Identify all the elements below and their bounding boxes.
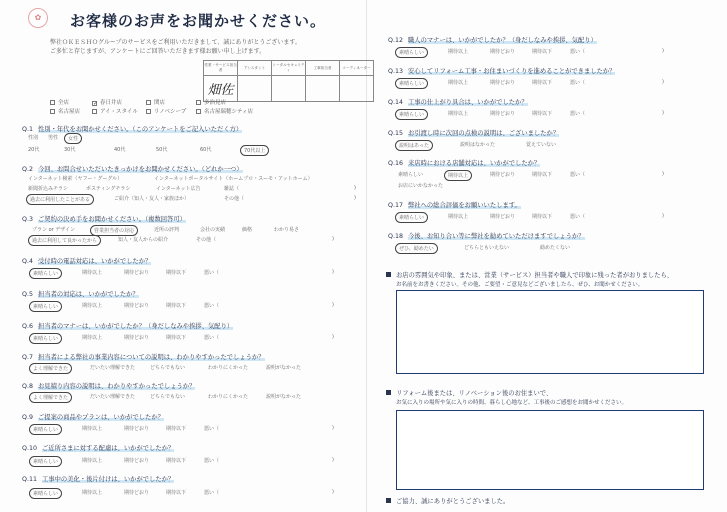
question-q16: Q.16 来店時における店舗対応は、いかがでしたか？ [388,160,541,167]
q14-options [398,110,718,120]
rating-option[interactable]: 期待以下 [166,490,187,496]
comment-prompt: お店の雰囲気や印象、または、営業（サービス）担当者や職人で印象に残った者がおりましたら、 [386,270,673,279]
recommend-option-selected[interactable]: ぜひ、勧めたい [395,243,438,254]
bullet-square-icon [386,272,391,277]
q2-option[interactable]: 雑誌（ [224,186,240,192]
rating-option[interactable]: 期待以下 [166,303,187,309]
understand-option-selected[interactable]: よく理解できた [29,363,72,374]
rating-option[interactable]: 悪い（ [570,49,586,55]
question-q17: Q.17 弊社への総合評価をお願いいたします。 [388,202,521,209]
question-q6: Q.6 担当者のマナーは、いかがでしたか？（身だしなみや挨拶、気配り） [22,323,234,330]
rating-option[interactable]: 期待どおり [124,426,150,432]
staff-table [203,60,374,102]
bullet-square-icon [386,498,391,503]
q3-option[interactable]: 会社の実績 [200,227,226,233]
rating-option[interactable]: 期待以下 [166,270,187,276]
paren-close: ) [354,185,356,191]
q11-options [32,489,352,499]
question-q14: Q.14 工事の仕上がり具合は、いかがでしたか？ [388,99,528,106]
paren-close: ) [332,236,334,242]
store-checkbox[interactable]: アイ・スタイル [92,107,138,115]
staff-signature: 畑佐 [207,83,234,98]
q2-option[interactable]: その他（ [224,196,245,202]
question-q5: Q.5 担当者の対応は、いかがでしたか？ [22,291,139,298]
rating-option[interactable]: 悪い（ [204,458,220,464]
rating-option[interactable]: 期待以下 [532,49,553,55]
thank-you-footer: ご協力、誠にありがとうございました。 [386,496,509,505]
staff-header: トータルセキュリティ [272,61,306,76]
rating-option[interactable]: 悪い（ [570,111,586,117]
store-checkbox[interactable]: 多治見店 [196,98,226,106]
rating-option[interactable]: 期待どおり [490,172,516,178]
paren-close: ) [332,457,334,463]
paren-close: ) [662,110,664,116]
rating-option[interactable]: 悪い（ [570,214,586,220]
rating-option[interactable]: 期待以下 [166,335,187,341]
q3-option[interactable]: プラン or デザイン [32,227,75,233]
staff-signature-cell[interactable] [238,76,272,102]
paren-close: ) [662,213,664,219]
q1-option[interactable]: 60代 [200,147,212,153]
understand-option[interactable]: 説明がなかった [266,394,302,400]
store-checkbox[interactable]: 全店 [50,98,69,106]
q3-option-selected[interactable]: 営業担当者の対応 [90,225,138,236]
rating-option[interactable]: 期待以下 [532,111,553,117]
q2-option[interactable]: インターネットポータルサイト（ホームプロ・スーモ・アットホーム） [154,176,313,182]
paren-close: ) [332,489,334,495]
understand-option[interactable]: どちらでもない [150,365,185,371]
q3-option[interactable]: 価格 [242,227,253,233]
intro-line-1: 弊社ＯＫＥＳＨＯグループのサービスをご利用いただきまして、誠にありがとうございます。 [50,39,301,46]
rating-option[interactable]: 悪い（ [204,270,220,276]
store-checkbox[interactable]: 名古屋瑞穂シティ店 [196,107,253,115]
rating-option-selected[interactable]: 素晴らしい [29,268,62,279]
q1-option-selected[interactable]: 女性 [64,133,82,144]
rating-option[interactable]: 素晴らしい [398,172,424,178]
question-q18: Q.18 今後、お知り合い等に弊社を勧めていただけますでしょうか？ [388,233,585,240]
q2-options [28,175,358,205]
question-q1: Q.1 性別・年代をお聞かせください。（このアンケートをご記入いただく方） [22,126,243,133]
rating-option-selected[interactable]: 素晴らしい [29,301,62,312]
q9-options [32,425,352,435]
impression-textarea[interactable] [396,410,704,490]
rating-option-selected[interactable]: 素晴らしい [29,488,62,499]
question-q3: Q.3 ご契約の決め手をお聞かせください。（複数回答可） [22,216,186,223]
paren-close: ) [332,302,334,308]
understand-option[interactable]: どちらでもない [150,394,185,400]
recommend-option[interactable]: どちらともいえない [464,245,510,251]
staff-header: コーディネーター [340,61,374,76]
rating-option[interactable]: 悪い（ [570,80,586,86]
rating-option-selected[interactable]: 素晴らしい [29,424,62,435]
rating-option-selected[interactable]: 素晴らしい [29,333,62,344]
understand-option[interactable]: わかりにくかった [208,365,249,371]
rating-option[interactable]: 期待以上 [82,303,103,309]
explain-option[interactable]: 説明はなかった [460,142,496,148]
q1-option[interactable]: 40代 [114,147,126,153]
rating-option[interactable]: 期待以上 [448,111,469,117]
gender-label: 性別 [28,135,39,141]
store-checkbox[interactable]: リノベシープ [146,107,186,115]
staff-header: アシスタント [238,61,272,76]
question-q10: Q.10 ご近所さまに対する配慮は、いかがでしたか？ [22,445,175,452]
rating-option-selected[interactable]: 期待以上 [444,170,472,181]
intro-line-2: ご多忙と存じますが、アンケートにご回答いただきます様お願い申し上げます。 [50,48,266,55]
paren-close: ) [332,425,334,431]
rating-option[interactable]: 期待どおり [124,490,150,496]
q18-options [398,244,718,254]
rating-option-selected[interactable]: 素晴らしい [395,78,428,89]
rating-option[interactable]: 期待以上 [82,270,103,276]
staff-signature-cell[interactable] [306,76,340,102]
q2-option-selected[interactable]: 過去に利用したことがある [26,194,94,205]
rating-option[interactable]: 悪い（ [204,490,220,496]
page-title: お客様のお声をお聞かせください。 [70,12,327,30]
q12-options [398,48,718,58]
q16-options [398,171,718,193]
rating-option-selected[interactable]: 素晴らしい [395,109,428,120]
bullet-square-icon [386,390,391,395]
rating-option-selected[interactable]: 素晴らしい [395,212,428,223]
q5-options [32,302,352,312]
q8-options [32,393,352,403]
paren-close: ) [662,171,664,177]
question-q15: Q.15 お引渡し時に次回の点検の説明は、ございましたか？ [388,130,560,137]
paren-close: ) [354,195,356,201]
store-checkbox[interactable]: 名古屋店 [50,107,80,115]
store-checkbox[interactable]: 関店 [146,98,165,106]
rating-option[interactable]: 期待どおり [124,270,150,276]
staff-header: 営業・サービス担当者 [204,61,238,76]
rating-option[interactable]: 期待以上 [82,458,103,464]
rating-option[interactable]: 期待どおり [490,49,516,55]
impression-prompt: リフォーム後または、リノベーション後のお住まいで、 [386,388,552,397]
store-checkbox[interactable]: ✓ 春日井店 [93,100,123,107]
q3-option-selected[interactable]: 過去に利用して良かったから [28,235,101,246]
q17-options [398,213,718,223]
paren-close: ) [662,48,664,54]
understand-option[interactable]: だいたい理解できた [90,365,136,371]
rating-option[interactable]: 期待どおり [490,214,516,220]
rating-option[interactable]: 期待以上 [448,214,469,220]
question-q8: Q.8 お見積り内容の説明は、わかりやすかったでしょうか？ [22,383,196,390]
paren-close: ) [662,79,664,85]
q1-options [28,134,348,160]
q1-option[interactable]: 男性 [48,135,59,141]
q1-option[interactable]: 50代 [156,147,168,153]
q3-option[interactable]: わかり易さ [274,227,300,233]
rating-option[interactable]: 悪い（ [204,335,220,341]
paren-close: ) [332,334,334,340]
explain-option[interactable]: 覚えていない [526,142,557,148]
q3-options [32,226,352,248]
question-q4: Q.4 受付時の電話対応は、いかがでしたか？ [22,258,152,265]
rating-option[interactable]: 期待以上 [82,426,103,432]
q1-option-selected[interactable]: 70代以上 [240,145,269,156]
question-q7: Q.7 担当者による弊社の事業内容についての説明は、わかりやすかったでしょうか？ [22,354,265,361]
q2-option[interactable]: ご紹介（知人・友人・家族ほか） [114,196,190,202]
staff-signature-cell[interactable] [272,76,306,102]
q15-options [398,141,718,151]
staff-header: 工事担当者 [306,61,340,76]
rating-option[interactable]: 期待以下 [166,426,187,432]
comment-prompt-line2: お名前をお書きください。その他、ご要望・ご意見などございましたら、ぜひ、お聞かせください。 [396,282,644,288]
q3-option[interactable]: その他（ [196,237,217,243]
rating-option[interactable]: 期待以上 [448,80,469,86]
understand-option-selected[interactable]: よく理解できた [29,392,72,403]
explain-option-selected[interactable]: 説明はあった [395,140,433,151]
logo-stamp-icon: ✿ [28,8,48,28]
q6-options [32,334,352,344]
rating-option[interactable]: 悪い（ [204,303,220,309]
store-not-visited-option[interactable]: お店にいかなかった [398,183,444,189]
q1-option[interactable]: 30代 [64,147,76,153]
q7-options [32,364,352,374]
q13-options [398,79,718,89]
rating-option[interactable]: 期待どおり [124,303,150,309]
q2-option[interactable]: ポスティングチラシ [86,186,131,192]
question-q11: Q.11 工事中の美化・後片付けは、いかがでしたか？ [22,476,175,483]
rating-option[interactable]: 悪い（ [204,426,220,432]
rating-option[interactable]: 期待以上 [82,335,103,341]
impression-prompt-line2: お気に入りの場所や気に入りの時間、暮らし心地など、工事後のご感想をお聞かせください。 [396,400,628,406]
staff-signature-cell[interactable] [340,76,374,102]
rating-option[interactable]: 期待以下 [532,172,553,178]
understand-option[interactable]: 説明がなかった [266,365,302,371]
rating-option-selected[interactable]: 素晴らしい [395,47,428,58]
q1-option[interactable]: 20代 [28,147,40,153]
comment-textarea[interactable] [396,290,704,374]
q4-options [32,269,352,279]
q2-option[interactable]: インターネット検索（ヤフー・グーグル） [28,176,123,182]
q2-option[interactable]: 新聞折込みチラシ [28,186,69,192]
paren-close: ) [332,269,334,275]
rating-option-selected[interactable]: 素晴らしい [29,456,62,467]
rating-option[interactable]: 期待以下 [532,80,553,86]
rating-option[interactable]: 悪い（ [570,172,586,178]
rating-option[interactable]: 期待どおり [490,111,516,117]
understand-option[interactable]: わかりにくかった [208,394,249,400]
question-q9: Q.9 ご提案の商品やプランは、いかがでしたか？ [22,414,164,421]
q10-options [32,457,352,467]
q2-option[interactable]: インターネット広告 [156,186,201,192]
q3-option[interactable]: 知人・友人からの紹介 [118,237,169,243]
rating-option[interactable]: 期待以下 [532,214,553,220]
understand-option[interactable]: だいたい理解できた [90,394,136,400]
q3-option[interactable]: 近所の評判 [154,227,180,233]
recommend-option[interactable]: 勧めたくない [540,245,571,251]
rating-option[interactable]: 期待どおり [124,335,150,341]
rating-option[interactable]: 期待以上 [82,490,103,496]
question-q2: Q.2 今回、お問合せいただいたきっかけをお聞かせください。（どれか一つ） [22,166,243,173]
question-q12: Q.12 職人のマナーは、いかがでしたか？（身だしなみや挨拶、気配り） [388,37,597,44]
question-q13: Q.13 安心してリフォーム工事・お住まいづくりを進めることができましたか？ [388,68,616,75]
rating-option[interactable]: 期待どおり [490,80,516,86]
rating-option[interactable]: 期待以上 [448,49,469,55]
rating-option[interactable]: 期待どおり [124,458,150,464]
rating-option[interactable]: 期待以下 [166,458,187,464]
